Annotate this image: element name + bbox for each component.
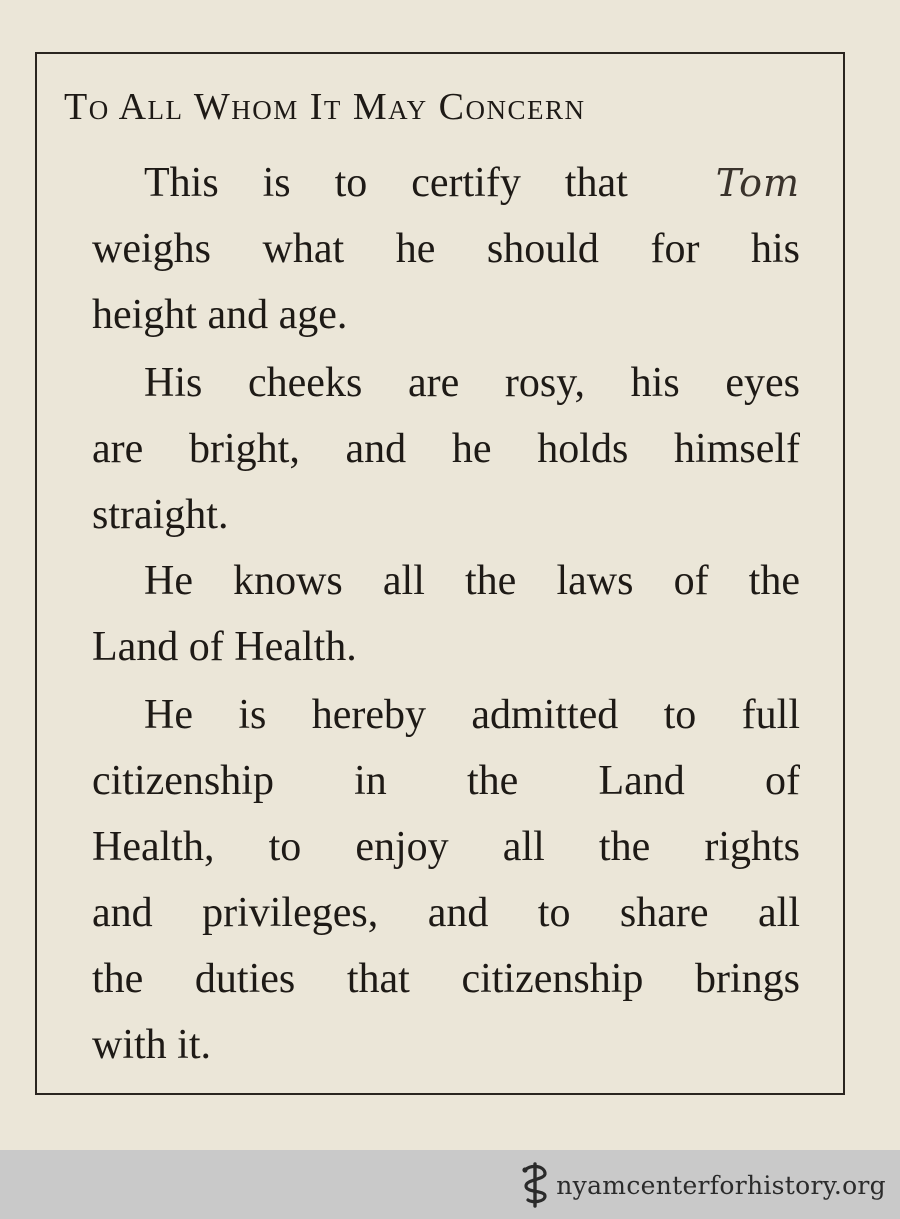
handwritten-name: Tom bbox=[715, 161, 800, 205]
paragraph-line: He is hereby admitted to full bbox=[144, 692, 800, 738]
paragraph-line: the duties that citizenship brings bbox=[92, 956, 800, 1002]
paragraph-citizenship bbox=[92, 682, 800, 1078]
paragraph-line bbox=[92, 150, 800, 216]
paragraph-line: are bright, and he holds himself bbox=[92, 426, 800, 472]
paragraph-line: weighs what he should for his bbox=[92, 226, 800, 272]
paragraph-line: straight. bbox=[92, 492, 229, 538]
paragraph-line: with it. bbox=[92, 1022, 212, 1068]
paragraph-line: His cheeks are rosy, his eyes bbox=[144, 360, 800, 406]
paragraph-line: Land of Health. bbox=[92, 624, 357, 670]
paragraph-line: and privileges, and to share all bbox=[92, 890, 800, 936]
logo-text: nyamcenterforhistory.org bbox=[556, 1170, 886, 1200]
footer-bar bbox=[0, 1150, 900, 1219]
certificate-frame bbox=[35, 52, 845, 1095]
paragraph-line: height and age. bbox=[92, 292, 348, 338]
paragraph-certify bbox=[92, 150, 800, 348]
paragraph-appearance bbox=[92, 350, 800, 548]
paragraph-laws bbox=[92, 548, 800, 680]
paragraph-line: Health, to enjoy all the rights bbox=[92, 824, 800, 870]
nyam-logo[interactable] bbox=[518, 1162, 886, 1208]
paragraph-line: citizenship in the Land of bbox=[92, 758, 800, 804]
paragraph-line: He knows all the laws of the bbox=[144, 558, 800, 604]
certify-lead-text: This is to certify that bbox=[144, 160, 628, 206]
certificate-heading: To All Whom It May Concern bbox=[64, 86, 586, 128]
staff-of-asclepius-icon bbox=[518, 1162, 552, 1208]
